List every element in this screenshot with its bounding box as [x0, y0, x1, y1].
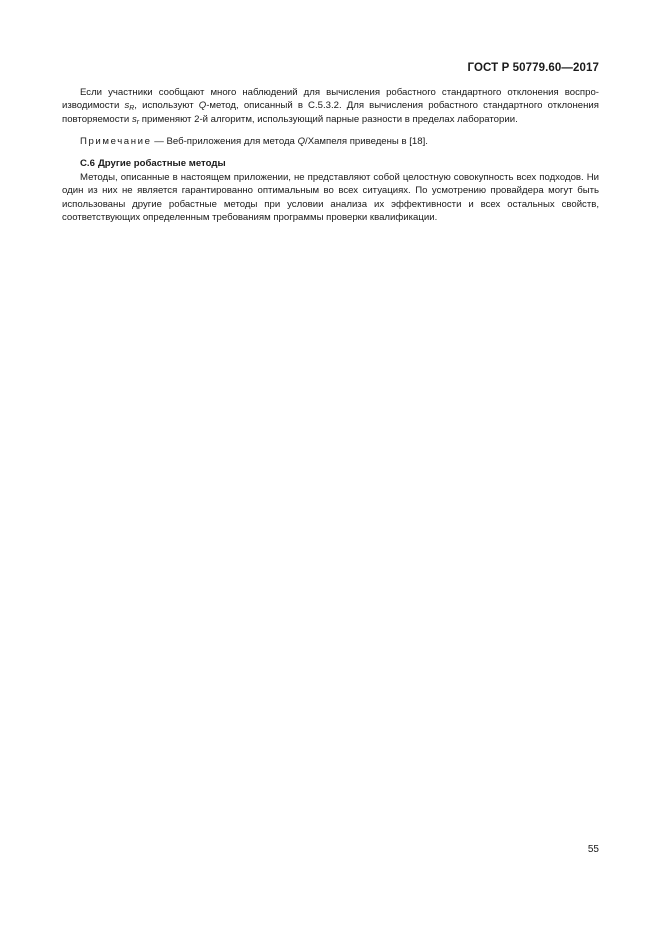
subscript-text: r [136, 118, 140, 126]
variable-q: Q [198, 100, 207, 112]
subscript-text: R [129, 105, 135, 113]
paragraph-text: -метод, описанный в С.5.3.2. Для вычисления робастного стандартного отклонения повторяемости [62, 100, 599, 125]
section-number: С.6 [80, 157, 95, 169]
note-dash: — [151, 136, 167, 148]
paragraph-text: применяют 2-й алгоритм, использующий парные разности в пределах лаборатории. [139, 113, 518, 125]
section-heading [80, 157, 599, 170]
note-label: Примечание [80, 136, 152, 148]
paragraph-text: , используют [134, 100, 199, 112]
note-text: /Хампеля приведены в [18]. [305, 136, 428, 148]
note [62, 135, 599, 148]
section-title: Другие робастные методы [97, 157, 226, 169]
note-text: Веб-приложения для метода [166, 136, 298, 148]
page-content [62, 86, 599, 225]
section-body: Методы, описанные в настоящем приложении, не представляют собой целостную совокупность всех подходов. Ни один из них не является гарантированно оптимальным во всех ситуациях. По усмотрению провайдера могут быть использованы другие робастные методы при условии анализа их эффективности и всех остальных свойств, соответствующих определенным требованиям программы проверки квалификации. [62, 172, 599, 224]
variable-s: s [131, 113, 137, 125]
paragraph-robust-sd [62, 86, 599, 126]
page-number: 55 [587, 844, 599, 855]
document-code-header: ГОСТ Р 50779.60—2017 [467, 62, 599, 74]
variable-q: Q [297, 136, 306, 148]
paragraph-text: Если участники сообщают много наблюдений для вычисления робастного стандартного отклонения воспроизводимости [62, 87, 599, 112]
variable-s: s [124, 100, 130, 112]
